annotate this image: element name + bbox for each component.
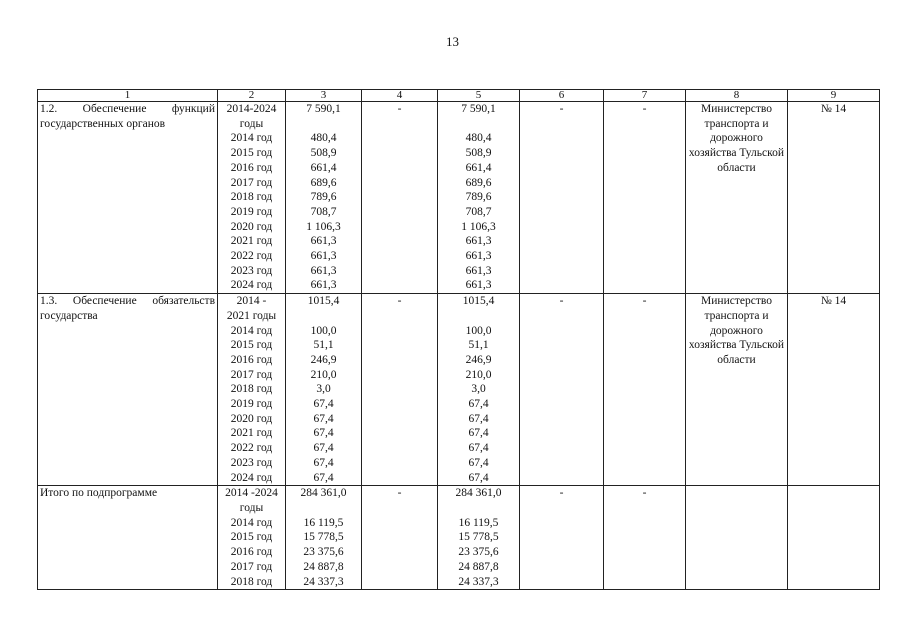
col6-cell [520,294,604,486]
col3-value [288,309,359,324]
col5-value: 67,4 [468,398,489,411]
col5-value: 67,4 [468,471,489,484]
year-label: 2018 год [230,383,273,396]
col3-value: 24 887,8 [303,560,344,573]
col3-value: 689,6 [310,176,337,189]
row-name-cell [38,486,218,590]
col3-value: 1015,4 [307,295,340,308]
col3-value: 661,3 [310,264,337,277]
row-name: 1.2. Обеспечение функций государственных органов [40,103,215,130]
table-row [38,102,880,294]
executor-text: Министерство транспорта и дорожного хозяйства Тульской области [688,103,785,174]
col7-cell [604,294,686,486]
col5-value: 1 106,3 [461,220,496,233]
col5-value: 661,3 [465,264,492,277]
col3-value: 67,4 [313,471,334,484]
executor-cell [686,294,788,486]
year-label: 2018 год [230,575,273,588]
col3-value: 661,3 [310,279,337,292]
col3-value: 3,0 [316,383,331,396]
year-label: 2014 год [230,132,273,145]
year-label: 2023 год [230,264,273,277]
col6-value: - [559,295,564,308]
col7-value: - [642,295,647,308]
col5-value: 100,0 [465,324,492,337]
col5-value: 23 375,6 [458,546,499,559]
col3-cell [286,486,362,590]
year-label: 2014 - [236,295,267,308]
year-label: 2022 год [230,250,273,263]
col3-value: 210,0 [310,368,337,381]
col5-value: 689,6 [465,176,492,189]
col5-value: 661,3 [465,279,492,292]
years-cell [218,294,286,486]
col5-value: 210,0 [465,368,492,381]
year-label: 2022 год [230,442,273,455]
col5-value: 67,4 [468,456,489,469]
column-number-row [38,90,880,102]
col3-value [288,501,359,516]
year-label: 2019 год [230,205,273,218]
table-row [38,486,880,590]
row-name: Итого по подпрограмме [40,487,158,500]
year-label: 2021 год [230,235,273,248]
year-label: 2015 год [230,339,273,352]
col6-value: - [559,103,564,115]
col5-value [440,309,517,324]
col3-value: 67,4 [313,456,334,469]
year-label: 2014 год [230,516,273,529]
col5-value: 51,1 [468,339,489,352]
col5-value: 24 887,8 [458,560,499,573]
year-label: 2023 год [230,456,273,469]
col5-value: 7 590,1 [461,103,496,115]
col6-cell [520,486,604,590]
ref-text: № 14 [820,103,847,115]
year-label: 2015 год [230,531,273,544]
col3-value: 7 590,1 [306,103,341,115]
years-cell [218,486,286,590]
year-label: 2016 год [230,161,273,174]
year-label: 2016 год [230,546,273,559]
col3-value: 789,6 [310,191,337,204]
col7-cell [604,102,686,294]
col5-value [440,117,517,132]
col5-value: 1015,4 [462,295,495,308]
col4-cell [362,486,438,590]
col3-value: 708,7 [310,205,337,218]
col6-value: - [559,487,564,500]
executor-cell [686,486,788,590]
program-table [37,89,880,590]
col5-value: 3,0 [471,383,486,396]
col3-value: 661,4 [310,161,337,174]
page-number: 13 [446,34,459,49]
year-label: 2015 год [230,147,273,160]
col5-value: 67,4 [468,427,489,440]
col3-value: 67,4 [313,412,334,425]
col3-value: 15 778,5 [303,531,344,544]
col3-value: 67,4 [313,427,334,440]
col4-value: - [397,487,402,500]
year-label: 2014-2024 [226,103,277,115]
col3-value: 508,9 [310,147,337,160]
row-name: 1.3. Обеспечение обязательств государства [40,295,215,322]
col5-value: 661,3 [465,250,492,263]
col5-value [440,501,517,516]
row-name-cell [38,294,218,486]
col3-value: 23 375,6 [303,546,344,559]
column-header: 4 [362,90,438,102]
years-cell [218,102,286,294]
year-label: годы [239,501,264,514]
col5-value: 480,4 [465,132,492,145]
ref-text [790,486,877,501]
year-label: 2024 год [230,471,273,484]
col5-value: 24 337,3 [458,575,499,588]
col3-value: 661,3 [310,250,337,263]
column-header: 9 [788,90,880,102]
col4-value: - [397,103,402,115]
col3-value: 661,3 [310,235,337,248]
column-header: 1 [38,90,218,102]
col5-value: 708,7 [465,205,492,218]
col3-value: 480,4 [310,132,337,145]
col5-cell [438,486,520,590]
col4-value: - [397,295,402,308]
col3-value: 24 337,3 [303,575,344,588]
column-header: 6 [520,90,604,102]
year-label: 2019 год [230,398,273,411]
col3-value [288,117,359,132]
col5-value: 284 361,0 [455,487,502,500]
year-label: 2021 годы [226,309,277,322]
col3-value: 284 361,0 [300,487,347,500]
year-label: 2018 год [230,191,273,204]
col3-value: 246,9 [310,353,337,366]
executor-text [688,486,785,501]
col5-value: 67,4 [468,412,489,425]
year-label: 2017 год [230,176,273,189]
ref-cell [788,102,880,294]
col3-cell [286,294,362,486]
column-header: 3 [286,90,362,102]
col3-value: 67,4 [313,442,334,455]
col3-value: 67,4 [313,398,334,411]
ref-cell [788,294,880,486]
col7-value: - [642,103,647,115]
ref-cell [788,486,880,590]
year-label: 2024 год [230,279,273,292]
col5-value: 246,9 [465,353,492,366]
ref-text: № 14 [820,295,847,308]
col5-value: 67,4 [468,442,489,455]
year-label: 2016 год [230,353,273,366]
executor-cell [686,102,788,294]
col6-cell [520,102,604,294]
col3-value: 16 119,5 [303,516,344,529]
col5-cell [438,102,520,294]
year-label: 2014 год [230,324,273,337]
year-label: 2014 -2024 [225,487,278,500]
col7-cell [604,486,686,590]
column-header: 2 [218,90,286,102]
column-header: 7 [604,90,686,102]
col3-value: 1 106,3 [306,220,341,233]
col5-value: 508,9 [465,147,492,160]
col3-value: 100,0 [310,324,337,337]
col3-value: 51,1 [313,339,334,352]
col5-value: 789,6 [465,191,492,204]
executor-text: Министерство транспорта и дорожного хозяйства Тульской области [688,295,785,366]
year-label: 2020 год [230,412,273,425]
col7-value: - [642,487,647,500]
year-label: 2020 год [230,220,273,233]
year-label: 2017 год [230,368,273,381]
column-header: 5 [438,90,520,102]
column-header: 8 [686,90,788,102]
year-label: 2021 год [230,427,273,440]
col5-value: 661,3 [465,235,492,248]
col3-cell [286,102,362,294]
year-label: годы [239,117,264,130]
col4-cell [362,102,438,294]
year-label: 2017 год [230,560,273,573]
col5-value: 661,4 [465,161,492,174]
col5-value: 15 778,5 [458,531,499,544]
col5-value: 16 119,5 [458,516,499,529]
table-row [38,294,880,486]
col4-cell [362,294,438,486]
row-name-cell [38,102,218,294]
col5-cell [438,294,520,486]
